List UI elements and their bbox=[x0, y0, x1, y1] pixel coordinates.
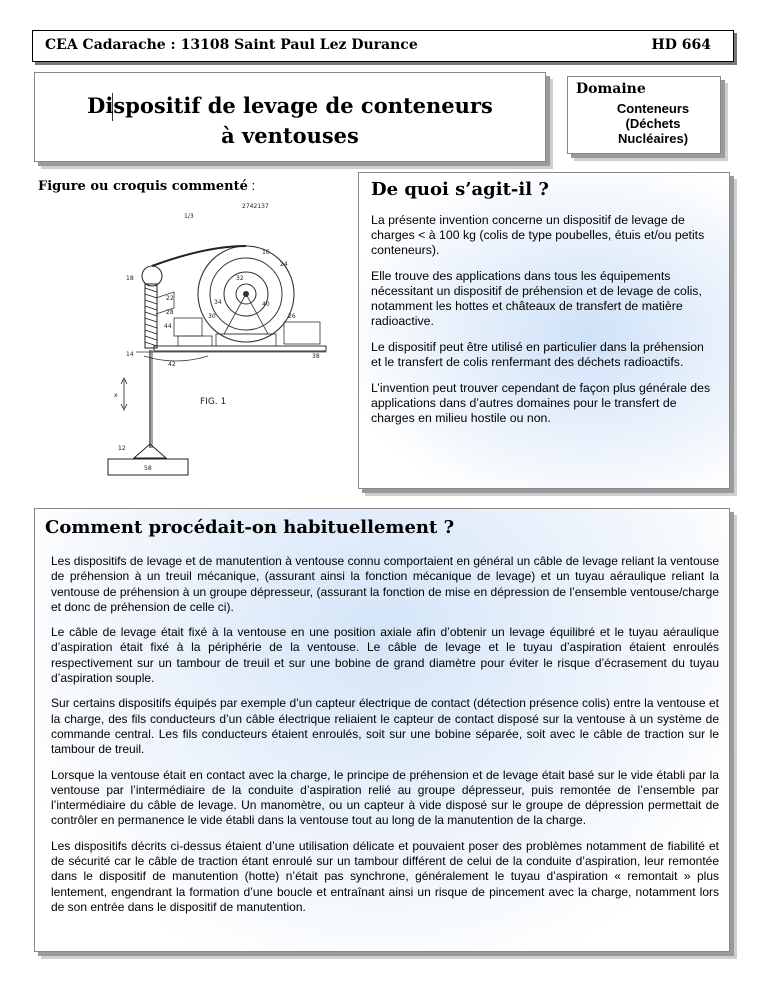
sheet-number: 1/3 bbox=[184, 213, 194, 220]
title-line-1: Dispositif de levage de conteneurs bbox=[87, 93, 493, 118]
what-is-it-box bbox=[358, 172, 730, 489]
paragraph: La présente invention concerne un dispositif de levage de charges < à 100 kg (colis de type poubelles, étuis et/ou petits conteneurs). bbox=[371, 213, 705, 257]
ref-number: 24 bbox=[280, 261, 288, 268]
paragraph: Les dispositifs de levage et de manutention à ventouse connu comportaient en général un câble de levage reliant la ventouse de préhension à un treuil mécanique, (assurant ainsi la fonction mécanique de levage) et un tuyau aéraulique reliant la ventouse de préhension à un groupe dépresseur, (assurant la fonction de mise en dépression de l’ensemble ventouse/charge et donc de préhension de celle ci). bbox=[51, 554, 719, 614]
drum-support bbox=[224, 294, 268, 334]
patent-drawing bbox=[96, 194, 338, 486]
ref-number: 34 bbox=[214, 299, 222, 306]
ref-number: 22 bbox=[166, 295, 174, 302]
motor-box bbox=[284, 322, 320, 344]
figure-caption-text: Figure ou croquis commenté bbox=[38, 179, 248, 194]
previous-methods-box bbox=[34, 508, 730, 952]
ref-number: 42 bbox=[168, 361, 176, 368]
ref-number: 58 bbox=[144, 465, 152, 472]
ref-number: 40 bbox=[262, 301, 270, 308]
what-is-it-body bbox=[371, 213, 715, 437]
domain-value bbox=[586, 101, 720, 146]
paragraph: L’invention peut trouver cependant de façon plus générale des applications dans d’autres domaines pour le transfert de charges en milieu hostile ou non. bbox=[371, 381, 711, 425]
title-line-2: à ventouses bbox=[221, 123, 359, 148]
small-box bbox=[174, 318, 202, 336]
previous-methods-heading: Comment procédait-on habituellement ? bbox=[45, 517, 455, 538]
domain-line-1: Conteneurs bbox=[616, 101, 690, 116]
domain-line-3: Nucléaires) bbox=[617, 131, 689, 146]
figure-caption-colon: : bbox=[247, 178, 256, 193]
previous-methods-body bbox=[51, 554, 719, 925]
drum-frame bbox=[216, 334, 276, 346]
domain-box bbox=[567, 76, 721, 154]
base-plate bbox=[154, 346, 326, 351]
pulley bbox=[142, 266, 162, 286]
ref-number: 32 bbox=[236, 275, 244, 282]
spring-hatching bbox=[145, 288, 157, 346]
cable-top bbox=[152, 246, 246, 266]
page-title bbox=[35, 91, 545, 151]
paragraph: Le câble de levage était fixé à la ventouse en une position axiale afin d’obtenir un levage équilibré et le tuyau aéraulique d’aspiration était fixé à la périphérie de la ventouse. Le câble de levage et le tuyau d’aspiration étaient enroulés respectivement sur un tambour de treuil et sur une bobine de grand diamètre pour éviter le risque d’écrasement du tuyau d’aspiration souple. bbox=[51, 625, 719, 686]
figure-caption bbox=[38, 178, 255, 194]
ref-number: 12 bbox=[118, 445, 126, 452]
domain-line-2: (Déchets bbox=[625, 116, 681, 131]
header-bar bbox=[32, 30, 734, 62]
ref-number: 38 bbox=[312, 353, 320, 360]
patent-number: 2742137 bbox=[242, 203, 269, 210]
paragraph: Sur certains dispositifs équipés par exemple d’un capteur électrique de contact (détection présence colis) entre la ventouse et la charge, des fils conducteurs d’un câble électrique reliaient le capteur de contact disposé sur la ventouse à un système de commande central. Les fils conducteurs étaient enroulés, soit sur une bobine séparée, soit avec le câble de traction sur le tambour de treuil. bbox=[51, 696, 719, 757]
ref-number: 18 bbox=[126, 275, 134, 282]
header-code: HD 664 bbox=[651, 37, 711, 53]
title-box bbox=[34, 72, 546, 162]
frame-lines bbox=[136, 352, 326, 361]
ref-number: 14 bbox=[126, 351, 134, 358]
domain-label: Domaine bbox=[576, 81, 646, 97]
small-box-2 bbox=[178, 336, 212, 346]
header-address: CEA Cadarache : 13108 Saint Paul Lez Durance bbox=[45, 37, 418, 53]
what-is-it-heading: De quoi s’agit-il ? bbox=[371, 179, 549, 200]
paragraph: Les dispositifs décrits ci-dessus étaient d’une utilisation délicate et pouvaient poser des problèmes notamment de fiabilité et de sécurité car le câble de traction étant enroulé sur un tambour différent de celui de la conduite d’aspiration, leur remontée dans le dispositif de manutention (hotte) n’était pas synchrone, généralement le tuyau d’aspiration « remontait » plus lentement, engendrant la formation d’une boucle et entraînant ainsi un risque de pincement avec la charge, notamment lors de son entrée dans le dispositif de manutention. bbox=[51, 838, 719, 914]
ref-number: 28 bbox=[166, 309, 174, 316]
ref-number: 44 bbox=[164, 323, 172, 330]
ref-number: 16 bbox=[262, 249, 270, 256]
ref-number: 26 bbox=[288, 313, 296, 320]
paragraph: Le dispositif peut être utilisé en particulier dans la préhension et le transfert de colis renfermant des déchets radioactifs. bbox=[371, 340, 704, 369]
fig-label: FIG. 1 bbox=[200, 397, 227, 407]
paragraph: Elle trouve des applications dans tous les équipements nécessitant un dispositif de préhension et de levage de colis, notamment les hottes et châteaux de transfert de matière radioactive. bbox=[371, 269, 702, 328]
ref-number: 30 bbox=[208, 313, 216, 320]
paragraph: Lorsque la ventouse était en contact avec la charge, le principe de préhension et de levage était basé sur le vide établi par la ventouse par l’intermédiaire de la conduite d’aspiration relié au groupe dépresseur, puis remontée de l’ensemble par l’intermédiaire du câble de levage. Un manomètre, ou un capteur à vide disposé sur le groupe de dépression permettait de contrôler en permanence le vide établi dans la ventouse tout au long de la manutention de la charge. bbox=[51, 767, 719, 828]
x-axis-label: x bbox=[114, 392, 118, 399]
